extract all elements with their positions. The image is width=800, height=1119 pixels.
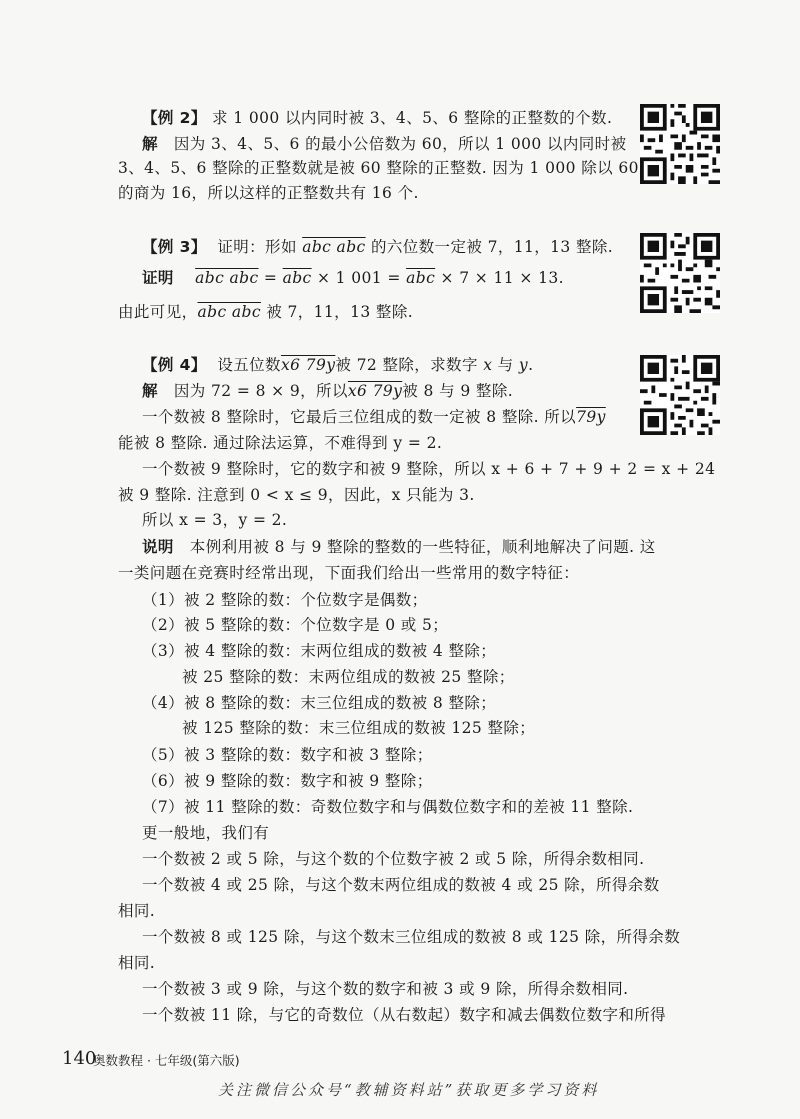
ex4-solution-line2: 一个数被 8 整除时，它最后三位组成的数一定被 8 整除. 所以79y — [142, 408, 606, 426]
ex2-solution-line2: 3、4、5、6 整除的正整数就是被 60 整除的正整数. 因为 1 000 除以 60 — [118, 159, 639, 177]
ex4-solution-line1: 解 因为 72 = 8 × 9，所以x6 79y被 8 与 9 整除. — [142, 382, 514, 400]
general-line: 一个数被 2 或 5 除，与这个数的个位数字被 2 或 5 除，所得余数相同. — [142, 850, 645, 868]
ex4-solution-line5: 被 9 整除. 注意到 0 < x ≤ 9，因此，x 只能为 3. — [118, 486, 475, 504]
rule-item: （4）被 8 整除的数：末三位组成的数被 8 整除； — [142, 694, 497, 712]
rule-item: （6）被 9 整除的数：数字和被 9 整除； — [142, 772, 433, 790]
ex3-conclusion: 由此可见，abc abc 被 7，11，13 整除. — [118, 303, 414, 321]
ex4-question: 【例 4】 设五位数x6 79y被 72 整除，求数字 x 与 y. — [142, 356, 534, 374]
rule-item: 被 125 整除的数：末三位组成的数被 125 整除； — [182, 719, 536, 737]
qr-code-ex2[interactable] — [640, 104, 720, 184]
ex4-solution-line4: 一个数被 9 整除时，它的数字和被 9 整除，所以 x + 6 + 7 + 9 + 2 = x + 24 — [142, 460, 716, 478]
rule-item: （1）被 2 整除的数：个位数字是偶数； — [142, 591, 428, 609]
page-number: 140 — [62, 1048, 97, 1069]
ex4-solution-line6: 所以 x = 3，y = 2. — [142, 511, 288, 529]
ex3-proof: 证明 abc abc = $\overline{abc} \times 1$ $001 = \overline{abc} \times 7 \times 11 \times 13$. — [142, 269, 564, 287]
rule-item: （5）被 3 整除的数：数字和被 3 整除； — [142, 746, 433, 764]
general-intro: 更一般地，我们有 — [142, 824, 270, 842]
ex4-note-line2: 一类问题在竞赛时经常出现，下面我们给出一些常用的数字特征： — [118, 564, 580, 582]
rule-item: （3）被 4 整除的数：末两位组成的数被 4 整除； — [142, 642, 497, 660]
ex3-question: 【例 3】 证明：形如 abc abc 的六位数一定被 7，11，13 整除. — [142, 238, 614, 256]
rule-item: （7）被 11 整除的数：奇数位数字和与偶数位数字和的差被 11 整除. — [142, 798, 634, 816]
ex4-note-line1: 说明 本例利用被 8 与 9 整除的整数的一些特征，顺利地解决了问题. 这 — [142, 538, 656, 556]
ex2-solution-line1: 解 因为 3、4、5、6 的最小公倍数为 60，所以 1 000 以内同时被 — [142, 135, 627, 153]
ex4-solution-line3: 能被 8 整除. 通过除法运算，不难得到 y = 2. — [118, 434, 443, 452]
ex2-question: 【例 2】 求 1 000 以内同时被 3、4、5、6 整除的正整数的个数. — [142, 109, 613, 127]
general-line: 一个数被 8 或 125 除，与这个数末三位组成的数被 8 或 125 除，所得余数 — [142, 928, 681, 946]
general-line: 一个数被 3 或 9 除，与这个数的数字和被 3 或 9 除，所得余数相同. — [142, 980, 629, 998]
ex2-solution-line3: 的商为 16，所以这样的正整数共有 16 个. — [118, 184, 419, 202]
rule-item: 被 25 整除的数：末两位组成的数被 25 整除； — [182, 668, 515, 686]
qr-code-ex3[interactable] — [640, 233, 720, 313]
general-line: 一个数被 4 或 25 除，与这个数末两位组成的数被 4 或 25 除，所得余数 — [142, 876, 660, 894]
book-title: 奥数教程 · 七年级(第六版) — [93, 1053, 240, 1068]
qr-code-ex4[interactable] — [640, 355, 720, 435]
rule-item: （2）被 5 整除的数：个位数字是 0 或 5； — [142, 616, 449, 634]
general-line: 相同. — [118, 902, 156, 920]
footer-notice: 关注微信公众号“教辅资料站”获取更多学习资料 — [218, 1081, 600, 1099]
general-line: 相同. — [118, 954, 156, 972]
general-line: 一个数被 11 除，与它的奇数位（从右数起）数字和减去偶数位数字和所得 — [142, 1006, 667, 1024]
